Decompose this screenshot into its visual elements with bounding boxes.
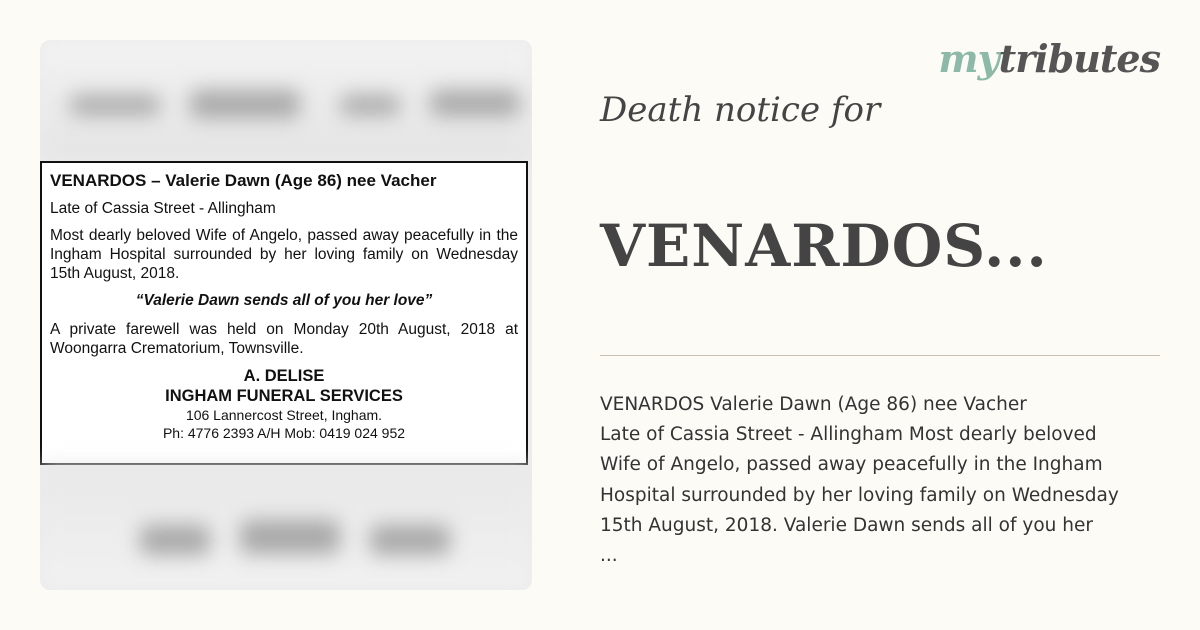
excerpt-line: Wife of Angelo, passed away peacefully in the Ingham bbox=[600, 454, 1103, 476]
page-heading: Death notice for bbox=[600, 90, 881, 130]
mytributes-logo[interactable] bbox=[938, 36, 1160, 81]
death-notice-clipping bbox=[40, 161, 528, 465]
divider bbox=[600, 355, 1160, 356]
blurred-background-bottom bbox=[40, 465, 532, 590]
logo-my: my bbox=[938, 36, 999, 81]
excerpt-line: Late of Cassia Street - Allingham Most dearly beloved bbox=[600, 424, 1097, 446]
notice-address: 106 Lannercost Street, Ingham. bbox=[185, 407, 383, 423]
notice-excerpt bbox=[600, 390, 1170, 571]
notice-residence: Late of Cassia Street - Allingham bbox=[50, 200, 276, 217]
notice-paragraph-2: A private farewell was held on Monday 20th August, 2018 at Woongarra Crematorium, Townsville. bbox=[50, 321, 518, 357]
excerpt-ellipsis: ... bbox=[600, 545, 618, 567]
deceased-name: VENARDOS... bbox=[600, 212, 1048, 280]
notice-title: VENARDOS – Valerie Dawn (Age 86) nee Vacher bbox=[50, 171, 437, 190]
logo-tributes: tributes bbox=[998, 36, 1160, 81]
excerpt-line: Hospital surrounded by her loving family on Wednesday bbox=[600, 484, 1119, 506]
notice-image-card bbox=[40, 40, 532, 590]
excerpt-line: VENARDOS Valerie Dawn (Age 86) nee Vacher bbox=[600, 394, 1027, 415]
notice-quote: “Valerie Dawn sends all of you her love” bbox=[135, 292, 433, 309]
notice-phone: Ph: 4776 2393 A/H Mob: 0419 024 952 bbox=[162, 425, 406, 441]
notice-company: INGHAM FUNERAL SERVICES bbox=[165, 387, 403, 405]
blurred-background-top bbox=[40, 40, 532, 160]
notice-paragraph-1: Most dearly beloved Wife of Angelo, passed away peacefully in the Ingham Hospital surrounded by her loving family on Wednesday 15th August, 2018. bbox=[50, 227, 518, 282]
notice-director: A. DELISE bbox=[243, 367, 325, 385]
excerpt-line: 15th August, 2018. Valerie Dawn sends all of you her bbox=[600, 514, 1093, 536]
